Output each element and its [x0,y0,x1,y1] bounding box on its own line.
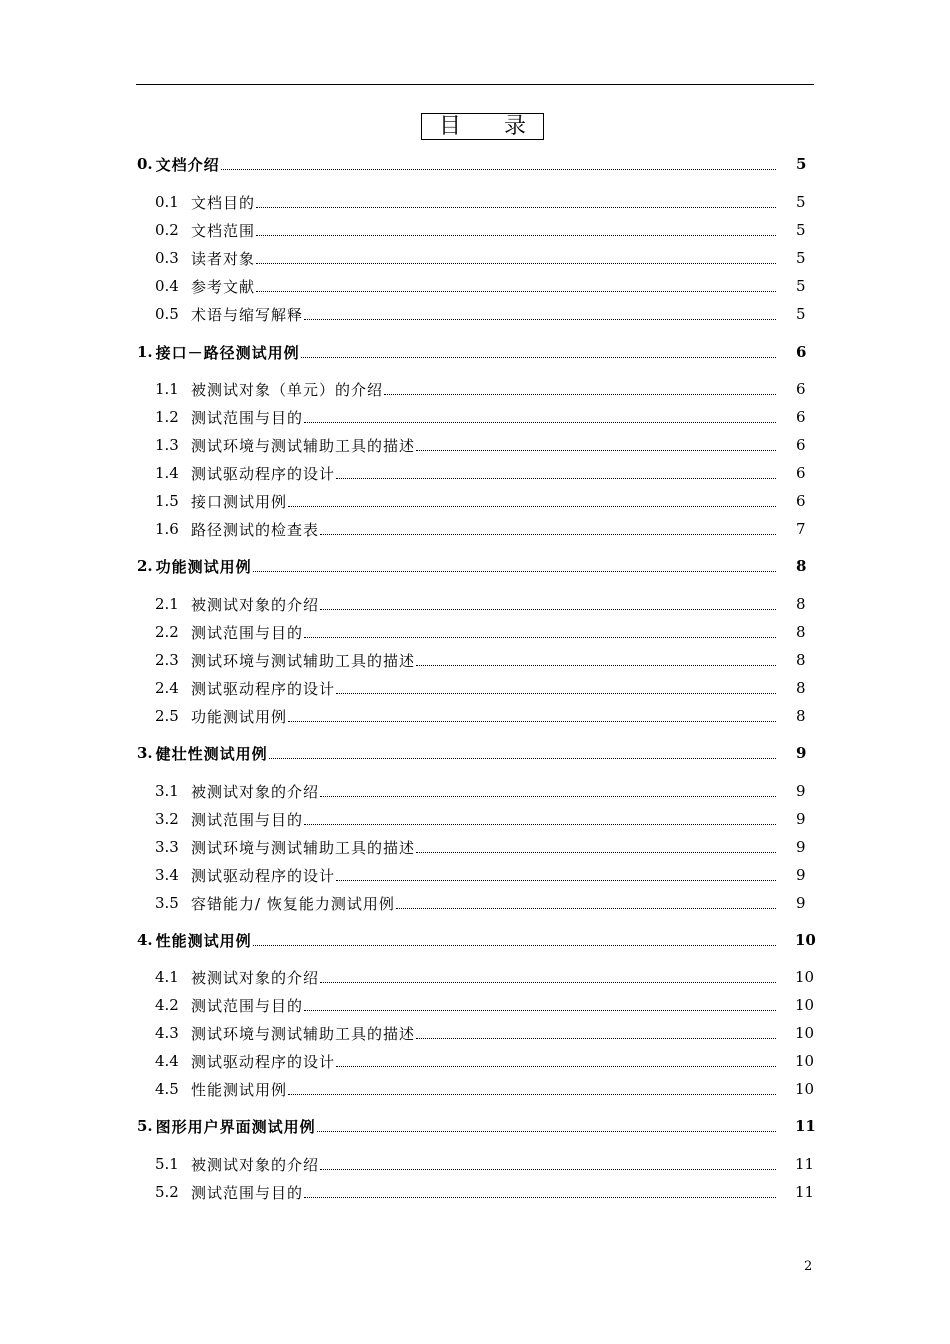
toc-section-entry[interactable] [0,706,950,726]
toc-section-entry[interactable] [0,435,950,455]
toc-dot-leader [320,982,776,983]
toc-entry-title: 术语与缩写解释 [191,305,304,324]
toc-entry-title: 测试驱动程序的设计 [191,679,336,698]
toc-entry-title: 图形用户界面测试用例 [155,1117,316,1136]
toc-chapter-entry[interactable] [0,154,950,174]
toc-entry-title: 测试范围与目的 [191,408,304,427]
toc-entry-title: 性能测试用例 [191,1080,288,1099]
toc-entry-title: 路径测试的检查表 [191,520,320,539]
toc-section-entry[interactable] [0,893,950,913]
toc-dot-leader [304,319,776,320]
toc-chapter-entry[interactable] [0,342,950,362]
toc-section-entry[interactable] [0,650,950,670]
toc-dot-leader [320,1169,776,1170]
toc-entry-page: 8 [796,623,806,641]
toc-entry-title: 接口测试用例 [191,492,288,511]
toc-entry-title: 健壮性测试用例 [155,744,268,763]
toc-dot-leader [253,571,776,572]
toc-entry-page: 10 [795,931,816,949]
toc-entry-title: 测试驱动程序的设计 [191,464,336,483]
toc-entry-number: 1.3 [155,436,179,454]
toc-dot-leader [304,637,776,638]
toc-entry-number: 3.5 [155,894,179,912]
toc-section-entry[interactable] [0,192,950,212]
toc-entry-number: 4.1 [155,968,179,986]
toc-dot-leader [256,291,776,292]
toc-section-entry[interactable] [0,304,950,324]
toc-chapter-entry[interactable] [0,930,950,950]
toc-entry-page: 5 [796,249,806,267]
toc-entry-title: 被测试对象的介绍 [191,1155,320,1174]
toc-entry-number: 2.4 [155,679,179,697]
toc-entry-title: 测试驱动程序的设计 [191,1052,336,1071]
toc-entry-page: 9 [796,810,806,828]
toc-section-entry[interactable] [0,809,950,829]
toc-entry-number: 4. [137,931,153,949]
toc-dot-leader [269,758,776,759]
toc-dot-leader [320,796,776,797]
toc-entry-title: 功能测试用例 [191,707,288,726]
toc-entry-number: 1.5 [155,492,179,510]
toc-dot-leader [288,506,776,507]
toc-section-entry[interactable] [0,519,950,539]
toc-entry-title: 测试环境与测试辅助工具的描述 [191,838,416,857]
toc-entry-page: 10 [795,968,815,986]
toc-entry-number: 1.2 [155,408,179,426]
toc-entry-number: 3.3 [155,838,179,856]
toc-entry-number: 5.2 [155,1183,179,1201]
toc-entry-page: 9 [796,744,807,762]
toc-entry-number: 3.4 [155,866,179,884]
toc-entry-page: 5 [796,277,806,295]
toc-entry-number: 2.1 [155,595,179,613]
toc-entry-number: 0.2 [155,221,179,239]
toc-entry-number: 5. [137,1117,153,1135]
toc-dot-leader [304,422,776,423]
toc-entry-page: 5 [796,155,807,173]
toc-dot-leader [288,1094,776,1095]
toc-entry-title: 测试环境与测试辅助工具的描述 [191,1024,416,1043]
footer-page-number: 2 [804,1259,813,1274]
toc-entry-page: 6 [796,343,807,361]
toc-entry-title: 被测试对象的介绍 [191,782,320,801]
toc-entry-page: 5 [796,193,806,211]
toc-title-box [421,113,544,140]
toc-entry-title: 读者对象 [191,249,256,268]
toc-entry-page: 9 [796,866,806,884]
toc-dot-leader [304,1197,776,1198]
toc-entry-page: 10 [795,1024,815,1042]
toc-chapter-entry[interactable] [0,556,950,576]
toc-section-entry[interactable] [0,248,950,268]
toc-entry-number: 3. [137,744,153,762]
toc-section-entry[interactable] [0,463,950,483]
toc-dot-leader [416,852,776,853]
toc-entry-title: 测试范围与目的 [191,623,304,642]
toc-section-entry[interactable] [0,678,950,698]
toc-entry-page: 6 [796,464,806,482]
toc-dot-leader [304,824,776,825]
toc-entry-number: 0.4 [155,277,179,295]
toc-entry-title: 测试环境与测试辅助工具的描述 [191,436,416,455]
toc-entry-page: 10 [795,1080,815,1098]
toc-dot-leader [416,1038,776,1039]
toc-section-entry[interactable] [0,1079,950,1099]
toc-section-entry[interactable] [0,220,950,240]
toc-entry-title: 测试范围与目的 [191,1183,304,1202]
toc-entry-number: 2.3 [155,651,179,669]
toc-dot-leader [396,908,776,909]
toc-entry-title: 被测试对象（单元）的介绍 [191,380,384,399]
toc-dot-leader [320,609,776,610]
toc-section-entry[interactable] [0,967,950,987]
toc-dot-leader [301,357,776,358]
toc-section-entry[interactable] [0,995,950,1015]
toc-dot-leader [317,1131,776,1132]
toc-entry-title: 被测试对象的介绍 [191,595,320,614]
toc-entry-number: 1.1 [155,380,179,398]
toc-entry-number: 0.3 [155,249,179,267]
toc-chapter-entry[interactable] [0,743,950,763]
toc-entry-title: 文档范围 [191,221,256,240]
toc-entry-page: 11 [795,1117,816,1135]
toc-section-entry[interactable] [0,1154,950,1174]
toc-entry-title: 文档目的 [191,193,256,212]
toc-dot-leader [416,450,776,451]
toc-entry-number: 2. [137,557,153,575]
toc-entry-page: 6 [796,492,806,510]
toc-section-entry[interactable] [0,594,950,614]
toc-entry-page: 9 [796,782,806,800]
toc-entry-number: 5.1 [155,1155,179,1173]
toc-entry-number: 2.5 [155,707,179,725]
toc-entry-title: 参考文献 [191,277,256,296]
toc-dot-leader [221,169,776,170]
toc-dot-leader [304,1010,776,1011]
toc-entry-title: 容错能力/ 恢复能力测试用例 [191,894,395,913]
toc-entry-number: 1.4 [155,464,179,482]
toc-entry-number: 0.5 [155,305,179,323]
toc-section-entry[interactable] [0,1023,950,1043]
toc-section-entry[interactable] [0,1182,950,1202]
toc-entry-page: 11 [795,1183,815,1201]
toc-entry-title: 性能测试用例 [155,931,252,950]
toc-entry-number: 4.4 [155,1052,179,1070]
toc-entry-page: 5 [796,221,806,239]
toc-dot-leader [320,534,776,535]
toc-section-entry[interactable] [0,1051,950,1071]
toc-entry-page: 9 [796,838,806,856]
toc-entry-title: 文档介绍 [155,155,220,174]
toc-section-entry[interactable] [0,276,950,296]
toc-entry-title: 测试范围与目的 [191,996,304,1015]
toc-entry-number: 4.2 [155,996,179,1014]
toc-entry-page: 8 [796,595,806,613]
toc-entry-page: 10 [795,1052,815,1070]
toc-entry-title: 功能测试用例 [155,557,252,576]
toc-entry-title: 测试环境与测试辅助工具的描述 [191,651,416,670]
toc-dot-leader [256,235,776,236]
toc-entry-number: 1. [137,343,153,361]
toc-title: 目 录 [439,113,544,139]
toc-entry-number: 0. [137,155,153,173]
toc-entry-number: 3.1 [155,782,179,800]
toc-entry-number: 4.5 [155,1080,179,1098]
toc-dot-leader [336,880,776,881]
toc-dot-leader [336,1066,776,1067]
toc-dot-leader [336,478,776,479]
toc-dot-leader [416,665,776,666]
toc-entry-page: 8 [796,679,806,697]
toc-entry-page: 10 [795,996,815,1014]
toc-entry-page: 8 [796,707,806,725]
toc-section-entry[interactable] [0,865,950,885]
toc-dot-leader [256,207,776,208]
toc-entry-number: 3.2 [155,810,179,828]
toc-entry-title: 测试驱动程序的设计 [191,866,336,885]
toc-entry-title: 测试范围与目的 [191,810,304,829]
toc-entry-page: 6 [796,408,806,426]
toc-entry-page: 7 [796,520,806,538]
toc-entry-page: 5 [796,305,806,323]
toc-entry-page: 6 [796,436,806,454]
toc-dot-leader [336,693,776,694]
toc-entry-page: 11 [795,1155,815,1173]
toc-entry-page: 8 [796,651,806,669]
toc-dot-leader [256,263,776,264]
toc-section-entry[interactable] [0,407,950,427]
toc-section-entry[interactable] [0,781,950,801]
toc-dot-leader [288,721,776,722]
toc-dot-leader [253,945,776,946]
toc-entry-number: 2.2 [155,623,179,641]
toc-entry-page: 9 [796,894,806,912]
header-rule [136,84,814,85]
toc-entry-number: 1.6 [155,520,179,538]
toc-entry-title: 接口－路径测试用例 [155,343,300,362]
toc-section-entry[interactable] [0,491,950,511]
toc-entry-page: 8 [796,557,807,575]
toc-section-entry[interactable] [0,379,950,399]
toc-entry-number: 4.3 [155,1024,179,1042]
toc-section-entry[interactable] [0,622,950,642]
toc-chapter-entry[interactable] [0,1116,950,1136]
toc-entry-page: 6 [796,380,806,398]
toc-entry-title: 被测试对象的介绍 [191,968,320,987]
toc-dot-leader [384,394,776,395]
toc-section-entry[interactable] [0,837,950,857]
toc-entry-number: 0.1 [155,193,179,211]
